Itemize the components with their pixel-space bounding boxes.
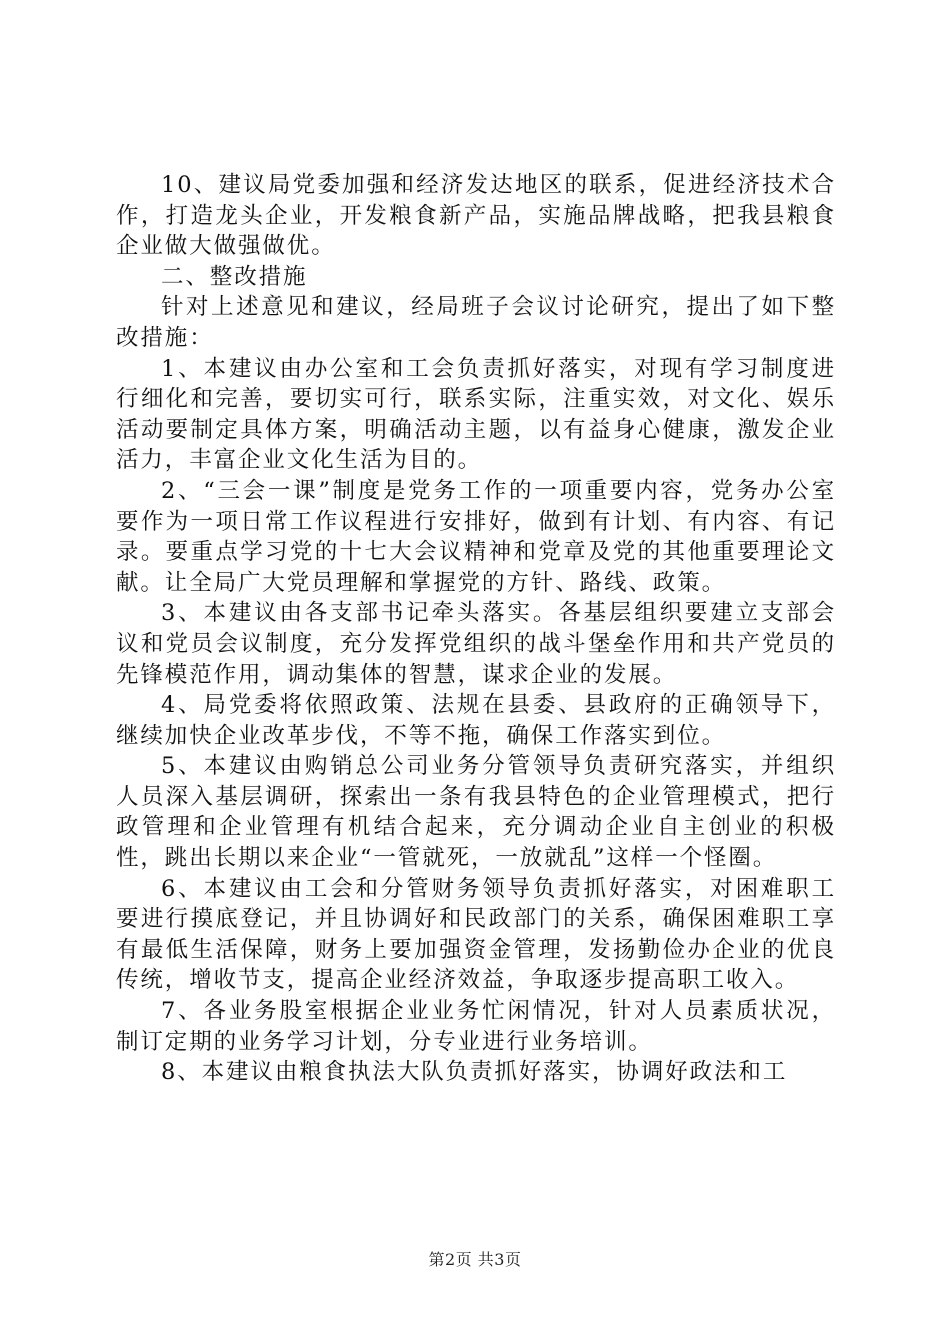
page-footer: 第2页 共3页 [428, 1250, 522, 1269]
document-body [116, 170, 836, 1088]
paragraph-measure-7: 7、各业务股室根据企业业务忙闲情况，针对人员素质状况，制订定期的业务学习计划，分专业进行业务培训。 [116, 998, 836, 1055]
paragraph-measure-8: 8、本建议由粮食执法大队负责抓好落实，协调好政法和工 [161, 1059, 788, 1086]
section-heading-rectification: 二、整改措施 [161, 263, 308, 290]
paragraph-measure-5: 5、本建议由购销总公司业务分管领导负责研究落实，并组织人员深入基层调研，探索出一条有我县特色的企业管理模式，把行政管理和企业管理有机结合起来，充分调动企业自主创业的积极性，跳出长期以来企业“一管就死，一放就乱”这样一个怪圈。 [116, 753, 836, 872]
paragraph-measure-3: 3、本建议由各支部书记牵头落实。各基层组织要建立支部会议和党员会议制度，充分发挥党组织的战斗堡垒作用和共产党员的先锋模范作用，调动集体的智慧，谋求企业的发展。 [116, 600, 836, 688]
paragraph-measure-2: 2、“三会一课”制度是党务工作的一项重要内容，党务办公室要作为一项日常工作议程进行安排好，做到有计划、有内容、有记录。要重点学习党的十七大会议精神和党章及党的其他重要理论文献。让全局广大党员理解和掌握党的方针、路线、政策。 [116, 477, 836, 596]
paragraph-suggestion-10: 10、建议局党委加强和经济发达地区的联系，促进经济技术合作，打造龙头企业，开发粮食新产品，实施品牌战略，把我县粮食企业做大做强做优。 [116, 172, 836, 260]
paragraph-measure-6: 6、本建议由工会和分管财务领导负责抓好落实，对困难职工要进行摸底登记，并且协调好和民政部门的关系，确保困难职工享有最低生活保障，财务上要加强资金管理，发扬勤俭办企业的优良传统，增收节支，提高企业经济效益，争取逐步提高职工收入。 [116, 875, 836, 994]
paragraph-measure-1: 1、本建议由办公室和工会负责抓好落实，对现有学习制度进行细化和完善，要切实可行，联系实际，注重实效，对文化、娱乐活动要制定具体方案，明确活动主题，以有益身心健康，激发企业活力，丰富企业文化生活为目的。 [116, 355, 836, 474]
paragraph-intro: 针对上述意见和建议，经局班子会议讨论研究，提出了如下整改措施： [116, 294, 836, 351]
paragraph-measure-4: 4、局党委将依照政策、法规在县委、县政府的正确领导下，继续加快企业改革步伐，不等不拖，确保工作落实到位。 [116, 692, 836, 749]
